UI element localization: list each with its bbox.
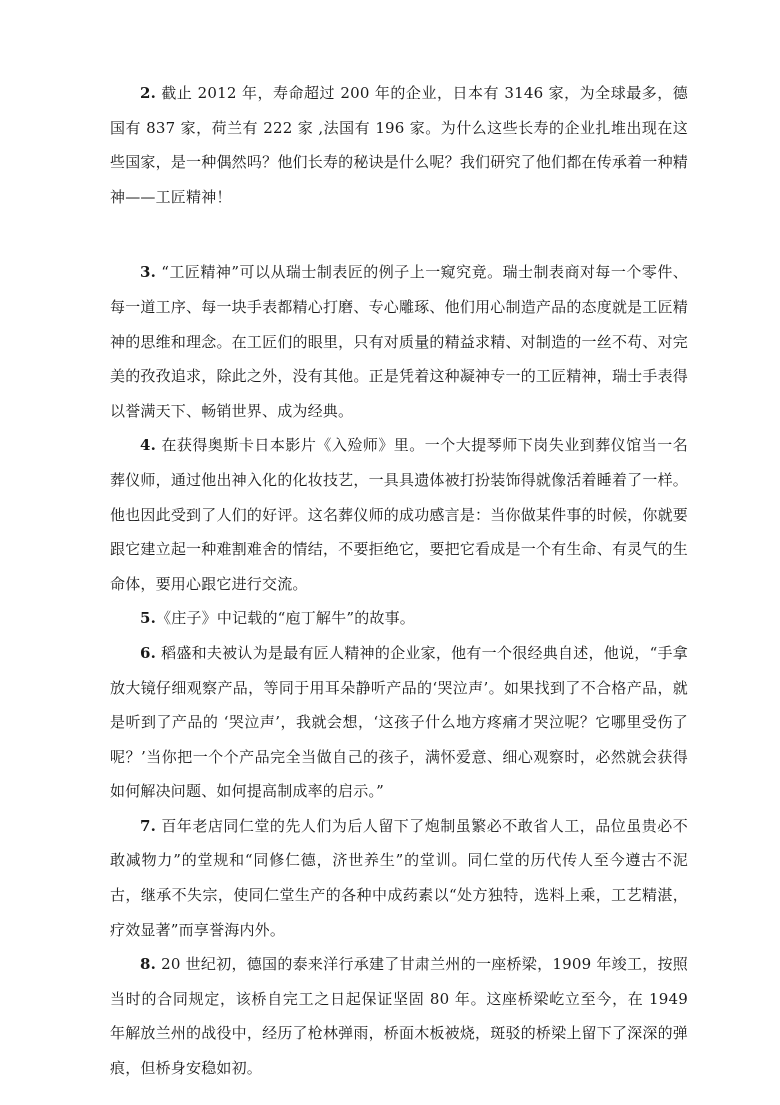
- paragraph-4: [110, 428, 688, 601]
- document-page: [110, 76, 688, 1086]
- paragraph-text: 截止 2012 年，寿命超过 200 年的企业，日本有 3146 家，为全球最多，德国有 837 家，荷兰有 222 家 ,法国有 196 家。为什么这些长寿的企业扎堆出现在这些国家，是一种偶然吗？他们长寿的秘诀是什么呢？我们研究了他们都在传承着一种精神——工匠精神！: [110, 84, 688, 206]
- paragraph-number: 2.: [140, 84, 157, 102]
- paragraph-6: [110, 636, 688, 809]
- paragraph-number: 3.: [140, 263, 157, 282]
- paragraph-7: [110, 809, 688, 947]
- paragraph-number: 4.: [140, 436, 157, 455]
- paragraph-3: [110, 255, 688, 428]
- paragraph-number: 8.: [140, 955, 157, 974]
- paragraph-8: [110, 947, 688, 1085]
- paragraph-5: [110, 601, 688, 636]
- paragraph-text: 20 世纪初，德国的泰来洋行承建了甘肃兰州的一座桥梁，1909 年竣工，按照当时的合同规定，该桥自完工之日起保证坚固 80 年。这座桥梁屹立至今，在 1949 年解放兰州的战役中，经历了枪林弹雨，桥面木板被烧，斑驳的桥梁上留下了深深的弹痕，但桥身安稳如初。: [110, 955, 688, 1078]
- paragraph-text: 在获得奥斯卡日本影片《入殓师》里。一个大提琴师下岗失业到葬仪馆当一名葬仪师，通过他出神入化的化妆技艺，一具具遗体被打扮装饰得就像活着睡着了一样。他也因此受到了人们的好评。这名葬仪师的成功感言是：当你做某件事的时候，你就要跟它建立起一种难割难舍的情结，不要拒绝它，要把它看成是一个有生命、有灵气的生命体，要用心跟它进行交流。: [110, 436, 688, 593]
- paragraph-text: “工匠精神”可以从瑞士制表匠的例子上一窥究竟。瑞士制表商对每一个零件、每一道工序、每一块手表都精心打磨、专心雕琢、他们用心制造产品的态度就是工匠精神的思维和理念。在工匠们的眼里，只有对质量的精益求精、对制造的一丝不苟、对完美的孜孜追求，除此之外，没有其他。正是凭着这种凝神专一的工匠精神，瑞士手表得以誉满天下、畅销世界、成为经典。: [110, 263, 688, 420]
- paragraph-text: 《庄子》中记载的“庖丁解牛”的故事。: [156, 609, 416, 628]
- paragraph-text: 稻盛和夫被认为是最有匠人精神的企业家，他有一个很经典自述，他说，“手拿放大镜仔细观察产品，等同于用耳朵静听产品的‘哭泣声’。如果找到了不合格产品，就是听到了产品的 ‘哭泣声’，我就会想，‘这孩子什么地方疼痛才哭泣呢？它哪里受伤了呢？’当你把一个个产品完全当做自己的孩子，满怀爱意、细心观察时，必然就会获得如何解决问题、如何提高制成率的启示。”: [110, 643, 688, 801]
- paragraph-text: 百年老店同仁堂的先人们为后人留下了炮制虽繁必不敢省人工，品位虽贵必不敢减物力”的堂规和“同修仁德，济世养生”的堂训。同仁堂的历代传人至今遵古不泥古，继承不失宗，使同仁堂生产的各种中成药素以“处方独特，选料上乘，工艺精湛，疗效显著”而享誉海内外。: [110, 816, 688, 939]
- paragraph-number: 6.: [140, 643, 157, 662]
- paragraph-number: 5.: [140, 609, 157, 628]
- paragraph-2: [110, 76, 688, 214]
- paragraph-number: 7.: [140, 816, 157, 835]
